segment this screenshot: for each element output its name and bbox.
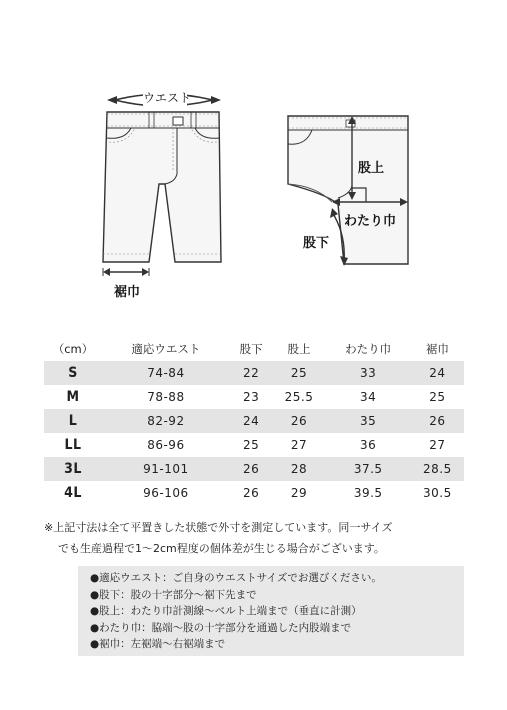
inseam-cell: 26: [230, 457, 273, 481]
hem-cell: 30.5: [423, 486, 452, 500]
size-cell: M: [66, 389, 80, 405]
waist-cell: 96-106: [143, 486, 189, 500]
unit-label: （cm）: [52, 342, 94, 356]
table-row: [44, 409, 464, 433]
column-header: わたり巾: [345, 342, 392, 356]
size-cell: 4L: [64, 485, 82, 501]
note-line: ※上記寸法は全て平置きした状態で外寸を測定しています。同一サイズ: [44, 521, 393, 534]
rise-cell: 26: [272, 409, 325, 433]
waist-cell: 78-88: [147, 390, 185, 404]
hem-cell: 27: [429, 438, 446, 452]
hem-label: 裾巾: [114, 285, 141, 300]
table-row: [44, 481, 464, 505]
size-cell: 3L: [44, 457, 102, 481]
thigh-cell: 36: [360, 438, 377, 452]
column-header: 股下: [239, 342, 263, 356]
inseam-cell: 23: [242, 390, 260, 404]
rise-cell: 25.5: [284, 390, 314, 404]
size-cell: S: [44, 361, 102, 385]
measurement-legend: [78, 566, 464, 656]
inseam-cell: 24: [230, 409, 273, 433]
rise-cell: 25: [272, 361, 325, 385]
column-header: 裾巾: [425, 342, 449, 356]
legend-item: ●わたり巾：脇端〜股の十字部分を通過した内股端まで: [90, 621, 352, 634]
legend-item: ●股上：わたり巾計測線〜ベルト上端まで（垂直に計測）: [90, 605, 362, 618]
size-cell: L: [44, 409, 102, 433]
inseam-cell: 22: [230, 361, 273, 385]
column-header: 股上: [287, 342, 311, 356]
column-header: 適応ウエスト: [131, 342, 201, 356]
thigh-label: わたり巾: [344, 214, 397, 229]
thigh-cell: 37.5: [326, 457, 411, 481]
legend-item: ●適応ウエスト：ご自身のウエストサイズでお選びください。: [90, 572, 382, 584]
table-header-row: [44, 337, 464, 361]
thigh-cell: 39.5: [353, 486, 383, 500]
table-row: [44, 361, 464, 385]
rise-cell: 27: [290, 438, 308, 452]
inseam-label: 股下: [303, 236, 330, 251]
measurement-note: [44, 517, 392, 559]
legend-item: ●股下：股の十字部分〜裾下先まで: [90, 588, 257, 601]
table-row: [44, 433, 464, 457]
waist-label: ウエスト: [143, 91, 192, 105]
hem-cell: 26: [411, 409, 464, 433]
shorts-front-diagram: [95, 84, 230, 304]
waist-cell: 82-92: [102, 409, 230, 433]
hem-cell: 25: [429, 390, 446, 404]
thigh-cell: 34: [360, 390, 377, 404]
inseam-cell: 25: [242, 438, 260, 452]
waist-cell: 91-101: [102, 457, 230, 481]
waist-cell: 74-84: [102, 361, 230, 385]
note-line: でも生産過程で1〜2cm程度の個体差が生じる場合がございます。: [58, 542, 385, 555]
size-cell: LL: [64, 437, 82, 453]
waist-cell: 86-96: [147, 438, 185, 452]
table-row: [44, 457, 464, 481]
inseam-cell: 26: [242, 486, 260, 500]
rise-label: 股上: [358, 161, 385, 176]
hem-cell: 28.5: [411, 457, 464, 481]
rise-cell: 28: [272, 457, 325, 481]
legend-item: ●裾巾：左裾端〜右裾端まで: [90, 638, 226, 651]
thigh-cell: 35: [326, 409, 411, 433]
size-table: [44, 337, 464, 505]
hem-cell: 24: [411, 361, 464, 385]
rise-cell: 29: [290, 486, 308, 500]
thigh-cell: 33: [326, 361, 411, 385]
table-row: [44, 385, 464, 409]
